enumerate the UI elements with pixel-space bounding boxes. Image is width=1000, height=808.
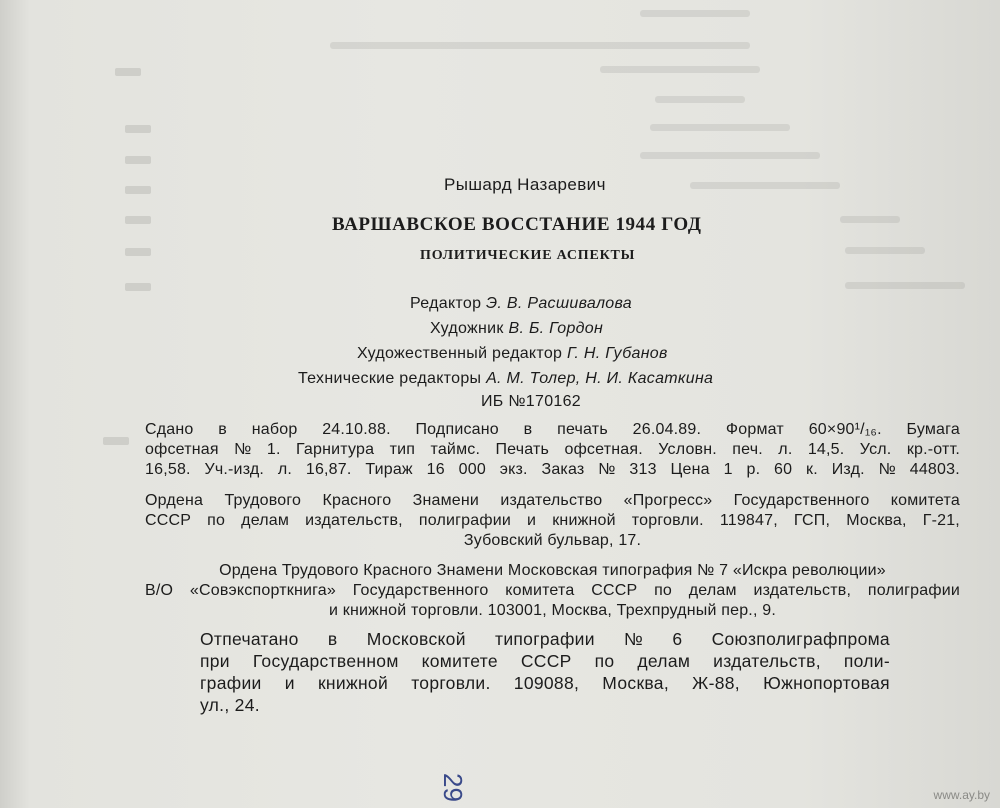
credit-role: Редактор (410, 295, 482, 312)
imprint-line: 16,58. Уч.-изд. л. 16,87. Тираж 16 000 экз. Заказ № 313 Цена 1 р. 60 к. Изд. № 44803. (145, 461, 960, 478)
book-subtitle: ПОЛИТИЧЕСКИЕ АСПЕКТЫ (420, 248, 636, 263)
credit-role: Технические редакторы (298, 370, 482, 387)
imprint-line: офсетная № 1. Гарнитура тип таймс. Печать офсетная. Условн. печ. л. 14,5. Усл. кр.-отт. (145, 441, 960, 458)
credit-role: Художник (430, 320, 504, 337)
credit-art-editor (357, 345, 668, 363)
imprint-line: Сдано в набор 24.10.88. Подписано в печать 26.04.89. Формат 60×90¹/₁₆. Бумага (145, 421, 960, 438)
imprint-block (145, 420, 960, 480)
publisher-line: СССР по делам издательств, полиграфии и книжной торговли. 119847, ГСП, Москва, Г-21, (145, 512, 960, 529)
credit-name: Э. В. Расшивалова (486, 295, 632, 312)
printed-note-line: графии и книжной торговли. 109088, Москва, Ж-88, Южнопортовая (200, 673, 890, 693)
credit-artist (430, 320, 603, 338)
book-title: ВАРШАВСКОЕ ВОССТАНИЕ 1944 ГОД (332, 214, 702, 235)
printed-note (200, 628, 890, 716)
printer-line: В/О «Совэкспорткнига» Государственного комитета СССР по делам издательств, полиграфии (145, 582, 960, 599)
credit-name: В. Б. Гордон (508, 320, 604, 337)
publisher-line: Зубовский бульвар, 17. (463, 532, 642, 549)
printed-note-line: Отпечатано в Московской типографии № 6 Союзполиграфпрома (200, 629, 890, 649)
printed-note-line: при Государственном комитете СССР по делам издательств, поли- (200, 651, 890, 671)
credit-role: Художественный редактор (357, 345, 563, 362)
printer-block (145, 561, 960, 621)
credit-name: А. М. Толер, Н. И. Касаткина (486, 370, 714, 387)
credit-editor (410, 295, 632, 313)
publisher-block (145, 491, 960, 551)
credit-tech-editors (298, 370, 713, 388)
credit-name: Г. Н. Губанов (567, 345, 668, 362)
handwritten-number-stamp: 29 (437, 773, 468, 802)
site-watermark: www.ay.by (933, 788, 990, 802)
printer-line: Ордена Трудового Красного Знамени Московская типография № 7 «Искра революции» (219, 562, 886, 579)
author-name: Рышард Назаревич (444, 175, 606, 194)
publisher-line: Ордена Трудового Красного Знамени издательство «Прогресс» Государственного комитета (145, 492, 960, 509)
printed-note-line: ул., 24. (200, 695, 260, 715)
printer-line: и книжной торговли. 103001, Москва, Трехпрудный пер., 9. (329, 602, 776, 619)
ib-number: ИБ №170162 (481, 393, 581, 410)
